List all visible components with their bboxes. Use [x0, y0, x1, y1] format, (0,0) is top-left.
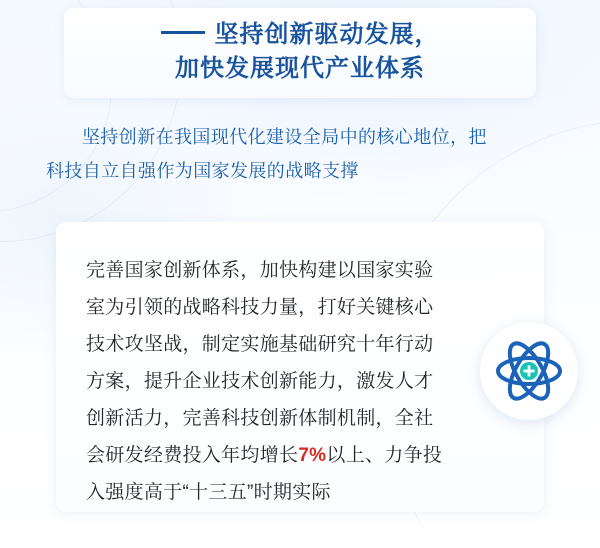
body-paragraph	[86, 252, 446, 511]
body-card	[56, 222, 544, 512]
title-block	[64, 18, 536, 86]
bottom-fade	[0, 512, 600, 548]
lead-paragraph	[46, 120, 556, 188]
title-line-1	[64, 18, 536, 52]
body-highlight-value: 7%	[298, 445, 327, 466]
title-card	[64, 8, 536, 98]
body-text-before: 完善国家创新体系，加快构建以国家实验室为引领的战略科技力量，打好关键核心技术攻坚战，制定实施基础研究十年行动方案，提升企业技术创新能力，激发人才创新活力，完善科技创新体制机制，全社会研发经费投入年均增长	[86, 260, 434, 466]
title-line-2: 加快发展现代产业体系	[175, 55, 425, 82]
atom-icon	[480, 322, 578, 420]
title-dash-icon	[161, 31, 205, 34]
lead-line-2: 科技自立自强作为国家发展的战略支撑	[46, 161, 359, 181]
title-text-1: 坚持创新驱动发展，	[214, 21, 440, 48]
body-text-after: 以上、力争投入强度高于“十三五”时期实际	[86, 445, 443, 503]
lead-line-1: 坚持创新在我国现代化建设全局中的核心地位，把	[82, 127, 487, 147]
